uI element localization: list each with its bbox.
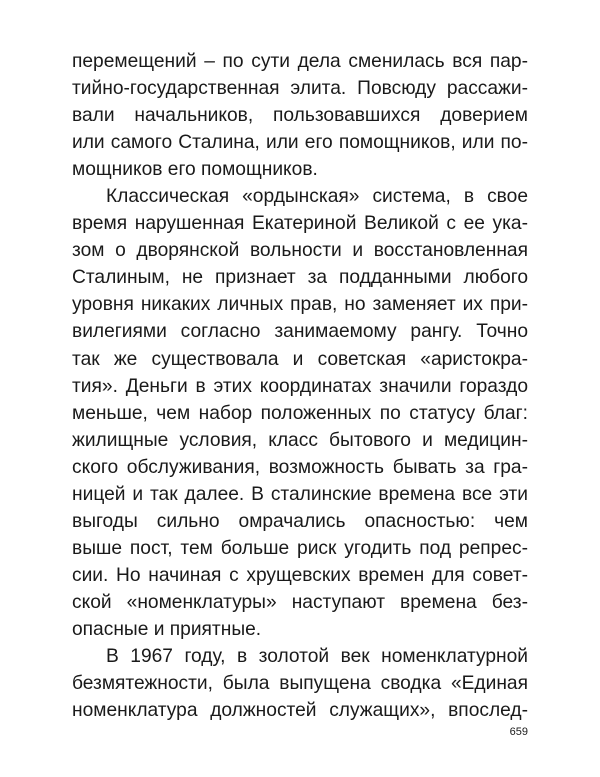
paragraph-1 [72, 48, 528, 183]
body-text [72, 48, 528, 724]
text-line: выгоды сильно омрачались опасностью: чем [72, 510, 528, 532]
text-line: В 1967 году, в золотой век номенклатурной [106, 646, 528, 668]
page-number: 659 [509, 726, 528, 738]
text-line: тийно-государственная элита. Повсюду рассажи- [72, 78, 528, 100]
text-line: Сталиным, не признает за подданными любого [72, 267, 528, 289]
text-line: ницей и так далее. В сталинские времена все эти [72, 483, 528, 505]
text-line: Классическая «ордынская» система, в свое [106, 186, 528, 208]
text-line: перемещений – по сути дела сменилась вся пар- [72, 51, 528, 72]
text-line: выше пост, тем больше риск угодить под репрес- [72, 537, 528, 559]
text-line: жилищные условия, класс бытового и медицин- [72, 429, 528, 451]
text-line: ского обслуживания, возможность бывать за гра- [72, 456, 528, 478]
text-line: уровня никаких личных прав, но заменяет их при- [72, 294, 528, 316]
text-line: тия». Деньги в этих координатах значили гораздо [72, 375, 528, 397]
text-line: номенклатура должностей служащих», впослед- [72, 700, 528, 722]
text-line: ской «номенклатуры» наступают времена без- [72, 591, 528, 613]
text-line: вали начальников, пользовавшихся доверием [72, 105, 528, 127]
text-line: время нарушенная Екатериной Великой с ее ука- [72, 213, 528, 235]
text-line: сии. Но начиная с хрущевских времен для совет- [72, 564, 528, 586]
text-line: так же существовала и советская «аристокра- [72, 348, 528, 370]
text-line: или самого Сталина, или его помощников, или по- [72, 132, 528, 154]
text-line: опасные и приятные. [72, 618, 262, 640]
text-line: мощников его помощников. [72, 159, 318, 181]
paragraph-2 [72, 183, 528, 643]
text-line: безмятежности, была выпущена сводка «Единая [72, 673, 528, 695]
text-line: меньше, чем набор положенных по статусу благ: [72, 402, 528, 424]
text-line: зом о дворянской вольности и восстановленная [72, 240, 528, 262]
paragraph-3 [72, 643, 528, 724]
text-line: вилегиями согласно занимаемому рангу. Точно [72, 321, 528, 343]
